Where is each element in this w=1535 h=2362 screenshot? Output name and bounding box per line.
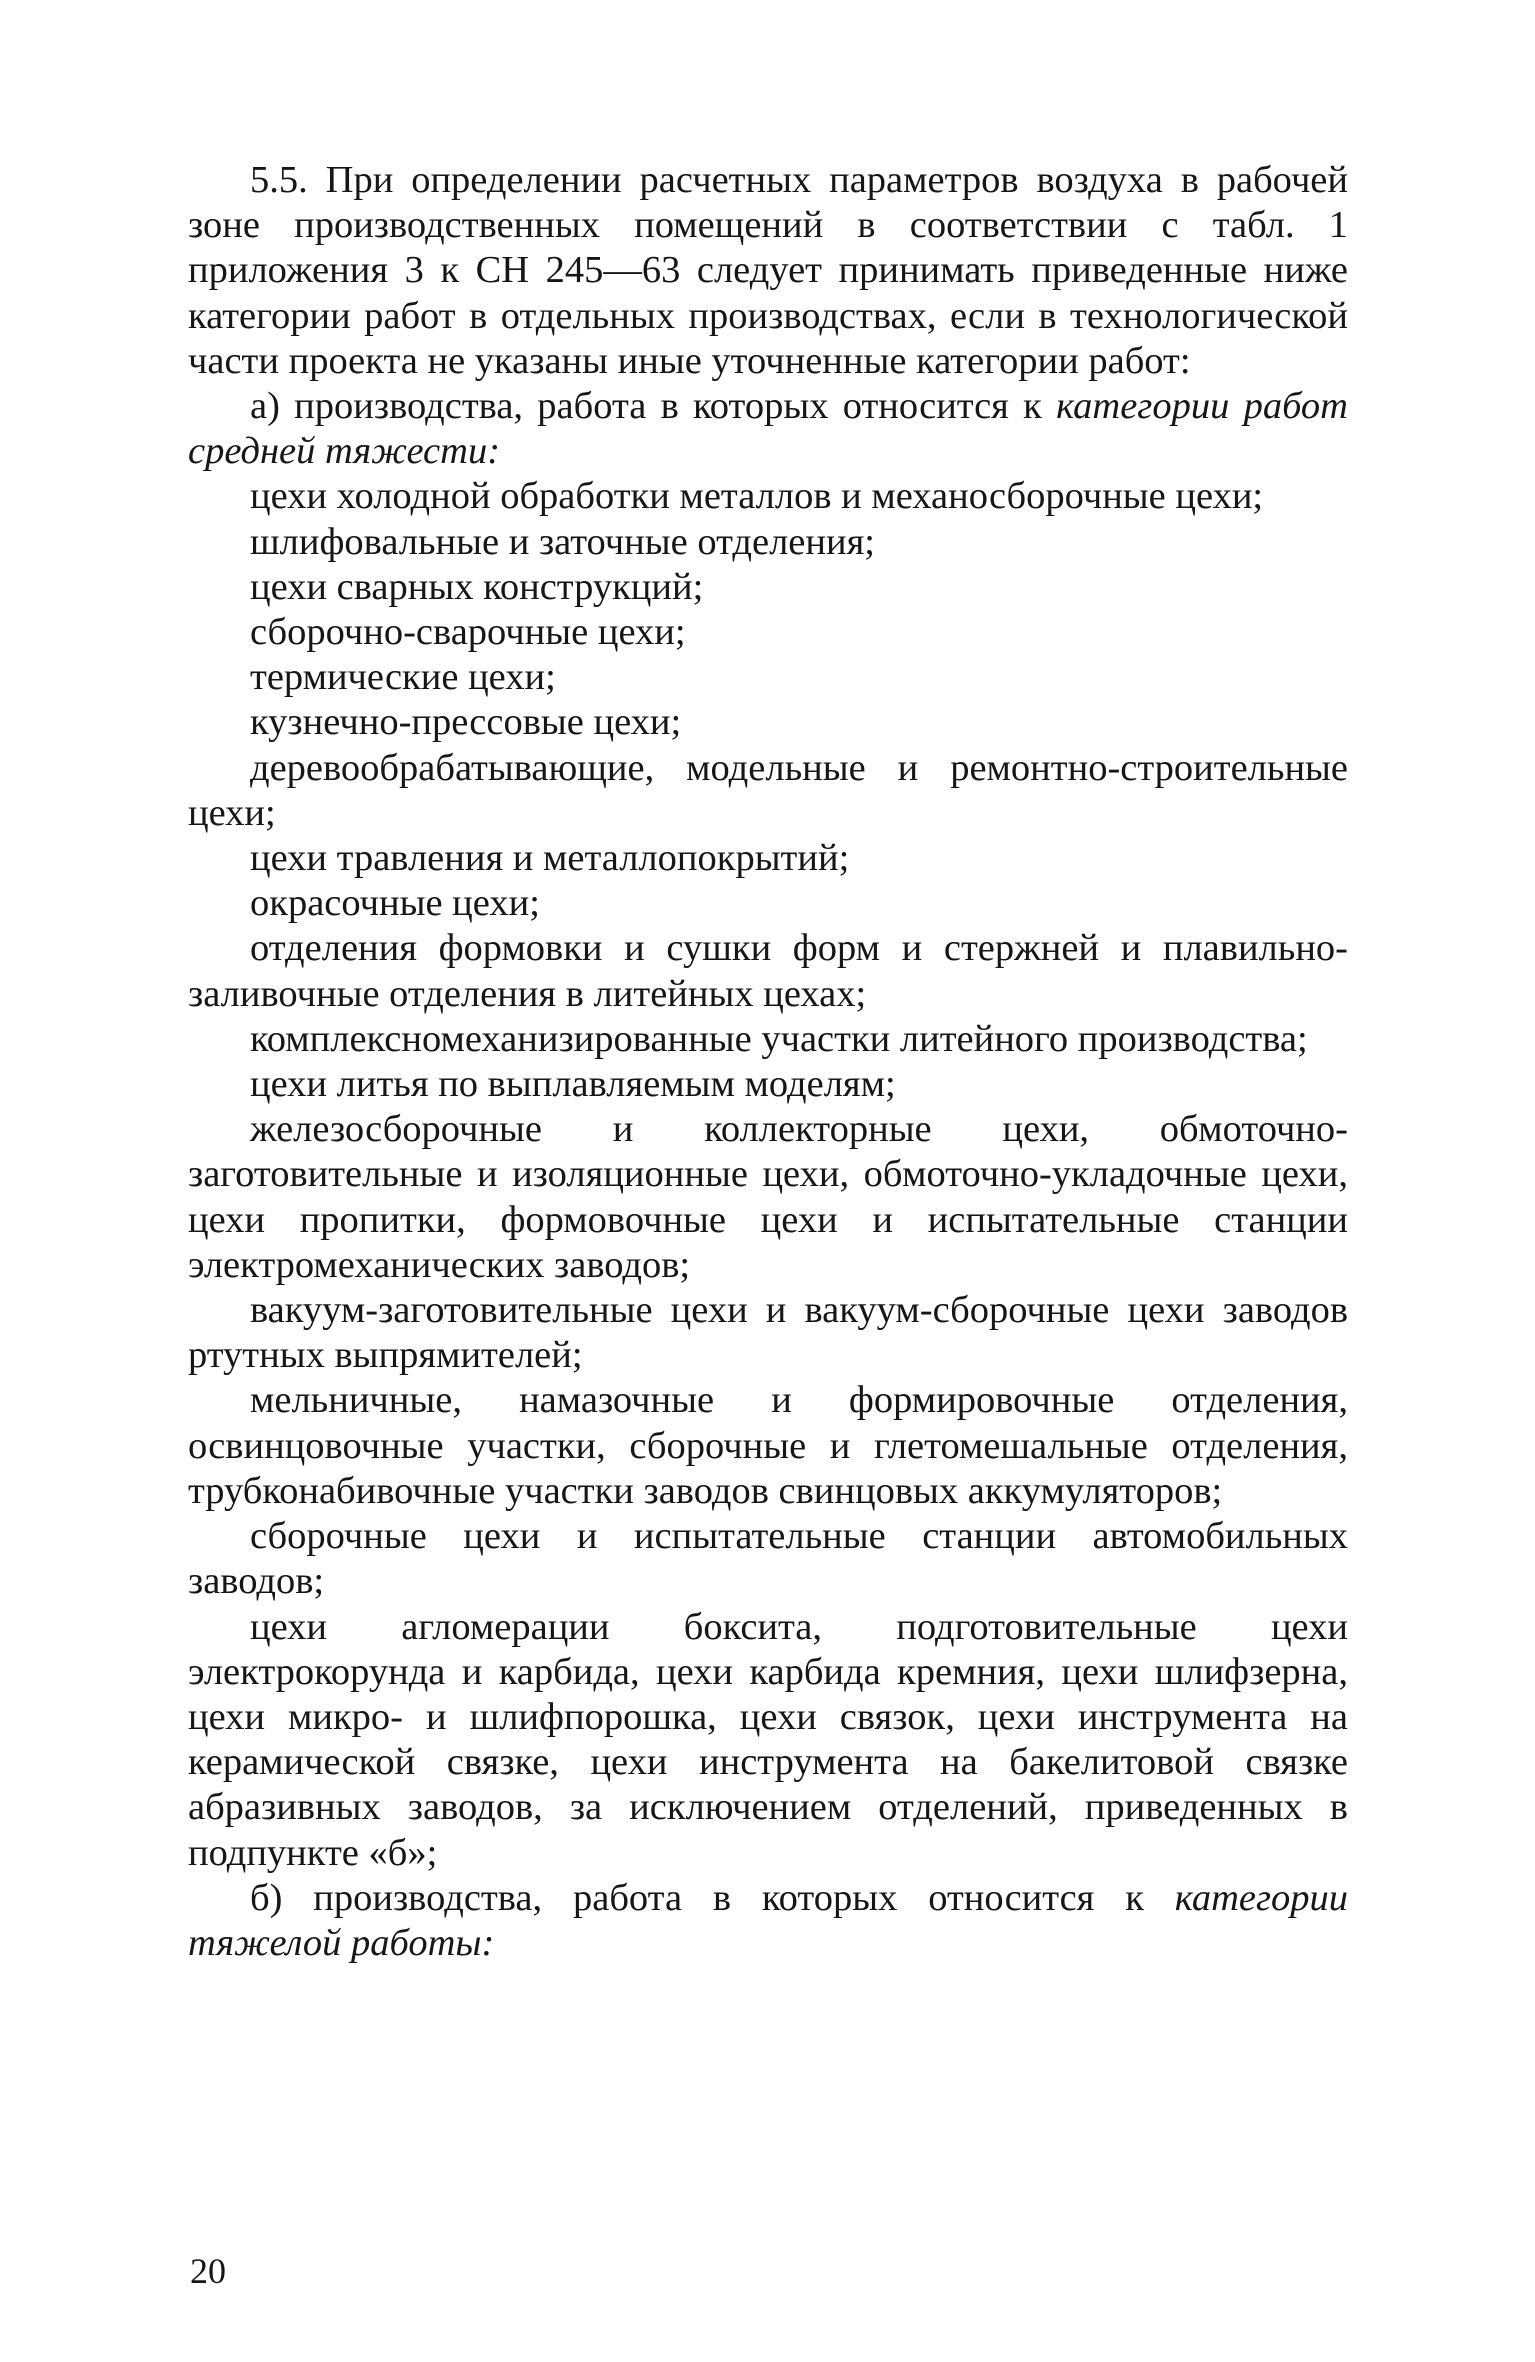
list-item: деревообрабатывающие, модельные и ремонтно-строительные цехи;	[188, 746, 1348, 834]
list-item: кузнечно-прессовые цехи;	[250, 701, 682, 744]
section-a-text: а) производства, работа в которых относится к	[250, 385, 1057, 428]
list-item: железосборочные и коллекторные цехи, обмоточно-заготовительные и изоляционные цехи, обмоточно-укладочные цехи, цехи пропитки, формовочные цехи и испытательные станции электромеханических заводов;	[188, 1108, 1348, 1286]
list-item: вакуум-заготовительные цехи и вакуум-сборочные цехи заводов ртутных выпрямителей;	[188, 1289, 1348, 1377]
page-number: 20	[190, 2251, 226, 2291]
list-item: цехи литья по выплавляемым моделям;	[250, 1063, 896, 1106]
list-item: мельничные, намазочные и формировочные отделения, освинцовочные участки, сборочные и глетомешальные отделения, трубконабивочные участки заводов свинцовых аккумуляторов;	[188, 1379, 1348, 1512]
list-item: комплексномеханизированные участки литейного производства;	[250, 1017, 1308, 1060]
section-a-emphasis: категории работ средней тяжести:	[188, 385, 1348, 473]
section-b-heading	[188, 1876, 1348, 1966]
section-b-emphasis: категории тяжелой работы:	[188, 1876, 1348, 1964]
list-item: отделения формовки и сушки форм и стержней и плавильно-заливочные отделения в литейных цехах;	[188, 927, 1348, 1015]
section-a-heading	[188, 384, 1348, 474]
list-item: сборочные цехи и испытательные станции автомобильных заводов;	[188, 1515, 1348, 1603]
list-item: окрасочные цехи;	[250, 882, 540, 925]
list-item: цехи холодной обработки металлов и механосборочные цехи;	[250, 475, 1264, 518]
list-item: цехи сварных конструкций;	[250, 565, 704, 608]
list-item: шлифовальные и заточные отделения;	[250, 520, 876, 563]
list-item: цехи агломерации боксита, подготовительные цехи электрокорунда и карбида, цехи карбида кремния, цехи шлифзерна, цехи микро- и шлифпорошка, цехи связок, цехи инструмента на керамической связке, цехи инструмента на бакелитовой связке абразивных заводов, за исключением отделений, приведенных в подпункте «б»;	[188, 1605, 1348, 1874]
document-body	[188, 158, 1348, 1966]
list-item: цехи травления и металлопокрытий;	[250, 837, 850, 880]
paragraph-5-5: 5.5. При определении расчетных параметров воздуха в рабочей зоне производственных помещений в соответствии с табл. 1 приложения 3 к СН 245—63 следует принимать приведенные ниже категории работ в отдельных производствах, если в технологической части проекта не указаны иные уточненные категории работ:	[188, 159, 1348, 382]
list-item: термические цехи;	[250, 656, 556, 699]
section-b-text: б) производства, работа в которых относится к	[250, 1876, 1175, 1919]
list-item: сборочно-сварочные цехи;	[250, 611, 686, 654]
